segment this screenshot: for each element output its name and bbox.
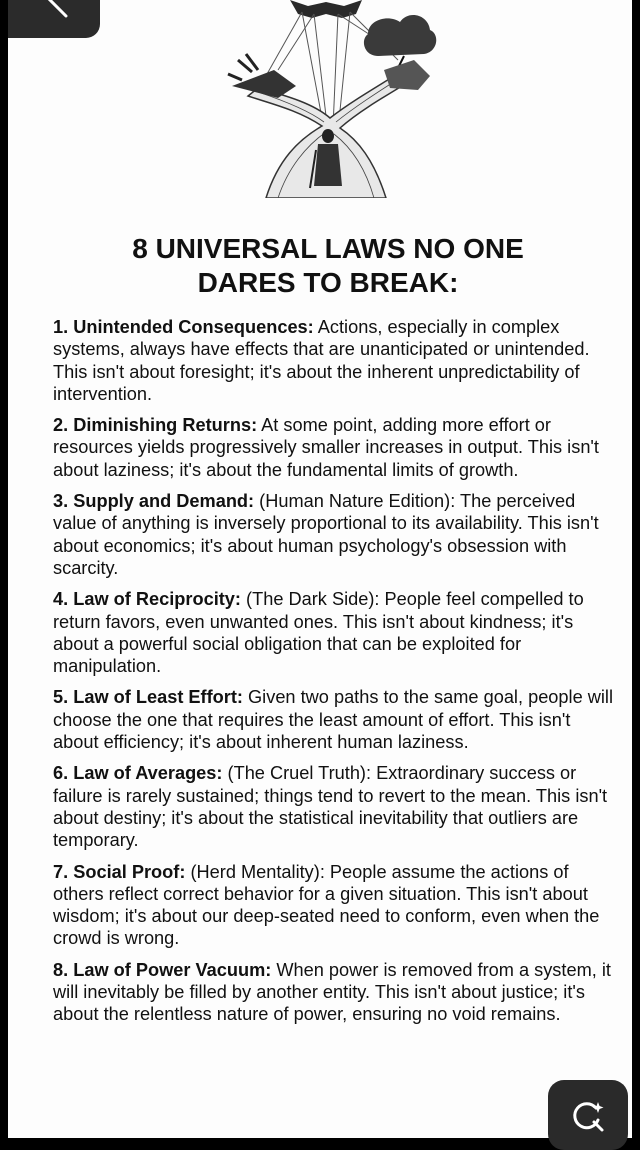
law-heading: 5. Law of Least Effort: xyxy=(53,687,243,708)
law-item xyxy=(53,316,613,405)
law-text: Actions, especially in complex systems, always have effects that are unanticipated or unintended. This isn't about foresight; it's about the inherent unpredictability of intervention. xyxy=(53,317,590,404)
law-heading: 8. Law of Power Vacuum: xyxy=(53,959,272,980)
title-line-1: 8 UNIVERSAL LAWS NO ONE xyxy=(132,233,524,264)
law-item xyxy=(53,414,613,481)
law-text: (The Dark Side): People feel compelled to return favors, even unwanted ones. This isn't about kindness; it's about a powerful social obligation that can be exploited for manipulation. xyxy=(53,589,584,677)
visual-search-icon xyxy=(570,1098,606,1134)
law-item xyxy=(53,861,613,950)
puppet-master-illustration xyxy=(218,0,438,198)
law-heading: 4. Law of Reciprocity: xyxy=(53,589,241,610)
law-item xyxy=(53,959,613,1026)
law-text: (Human Nature Edition): The perceived value of anything is inversely proportional to its availability. This isn't about economics; it's about human psychology's obsession with scarcity. xyxy=(53,491,599,578)
law-heading: 6. Law of Averages: xyxy=(53,763,223,784)
back-button[interactable] xyxy=(8,0,100,38)
law-item xyxy=(53,490,613,579)
page-title xyxy=(8,232,632,300)
law-heading: 3. Supply and Demand: xyxy=(53,491,255,512)
law-text: (The Cruel Truth): Extraordinary success or failure is rarely sustained; things tend to revert to the mean. This isn't about destiny; it's about the statistical inevitability that outliers are temporary. xyxy=(53,763,608,851)
law-heading: 1. Unintended Consequences: xyxy=(53,317,314,337)
law-heading: 2. Diminishing Returns: xyxy=(53,415,258,436)
back-arrow-icon xyxy=(42,0,72,22)
law-item xyxy=(53,588,613,677)
law-text: When power is removed from a system, it will inevitably be filled by another entity. This isn't about justice; it's about the relentless nature of power, ensuring no void remains. xyxy=(53,959,611,1025)
law-heading: 7. Social Proof: xyxy=(53,861,186,882)
law-item xyxy=(53,686,613,753)
law-text: (Herd Mentality): People assume the actions of others reflect correct behavior for a given situation. This isn't about wisdom; it's about our deep-seated need to conform, even when the crowd is wrong. xyxy=(53,861,600,949)
law-text: Given two paths to the same goal, people will choose the one that requires the least amount of effort. This isn't about efficiency; it's about inherent human laziness. xyxy=(53,687,614,753)
visual-search-button[interactable] xyxy=(548,1080,628,1150)
post-image xyxy=(8,0,632,1138)
title-line-2: DARES TO BREAK: xyxy=(197,267,459,298)
law-item xyxy=(53,762,613,851)
laws-list xyxy=(53,316,613,1035)
law-text: At some point, adding more effort or resources yields progressively smaller increases in output. This isn't about laziness; it's about the fundamental limits of growth. xyxy=(53,415,599,480)
